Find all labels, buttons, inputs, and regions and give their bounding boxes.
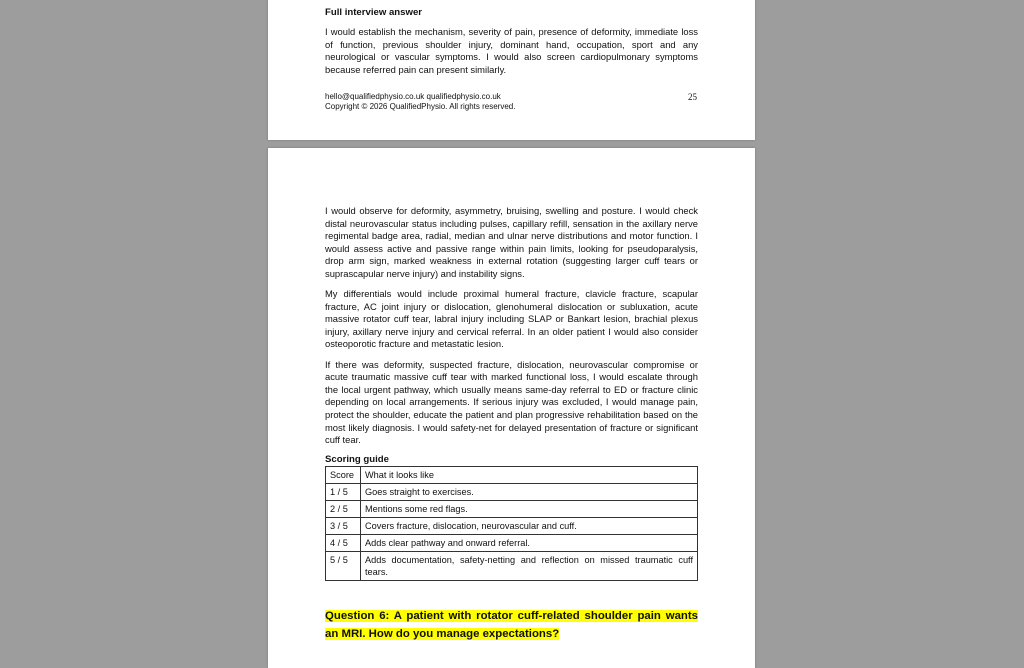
description-cell: Adds clear pathway and onward referral. xyxy=(361,534,698,551)
score-cell: 5 / 5 xyxy=(326,551,361,580)
score-cell: 3 / 5 xyxy=(326,517,361,534)
footer-copyright: Copyright © 2026 QualifiedPhysio. All rights reserved. xyxy=(325,102,516,111)
table-row xyxy=(326,500,698,517)
table-row xyxy=(326,517,698,534)
table-header-cell: Score xyxy=(326,466,361,483)
table-header-cell: What it looks like xyxy=(361,466,698,483)
question-heading-block xyxy=(325,606,698,643)
score-cell: 4 / 5 xyxy=(326,534,361,551)
table-row xyxy=(326,551,698,580)
description-cell: Adds documentation, safety-netting and reflection on missed traumatic cuff tears. xyxy=(361,551,698,580)
document-page-26 xyxy=(268,148,755,668)
paragraph-examination: I would observe for deformity, asymmetry, bruising, swelling and posture. I would check distal neurovascular status including pulses, capillary refill, sensation in the axillary nerve regimental badge area, radial, median and ulnar nerve distributions and motor function. I would assess active and passive range within pain limits, looking for pseudoparalysis, drop arm sign, marked weakness in external rotation (suggesting larger cuff tears or suprascapular nerve injury) and instability signs. xyxy=(325,205,698,279)
section-heading: Full interview answer xyxy=(325,7,423,18)
footer-contact: hello@qualifiedphysio.co.uk qualifiedphysio.co.uk xyxy=(325,92,501,101)
description-cell: Goes straight to exercises. xyxy=(361,483,698,500)
score-cell: 2 / 5 xyxy=(326,500,361,517)
table-header-row xyxy=(326,466,698,483)
scoring-guide-heading: Scoring guide xyxy=(325,453,389,465)
table-row xyxy=(326,483,698,500)
page-number: 25 xyxy=(688,92,697,102)
paragraph-differentials: My differentials would include proximal humeral fracture, clavicle fracture, scapular fracture, AC joint injury or dislocation, glenohumeral dislocation or subluxation, acute massive rotator cuff tear, labral injury including SLAP or Bankart lesion, brachial plexus injury, axillary nerve injury and cervical referral. In an older patient I would also consider osteoporotic fracture and metastatic lesion. xyxy=(325,288,698,350)
question-heading: Question 6: A patient with rotator cuff-related shoulder pain wants an MRI. How do you manage expectations? xyxy=(325,610,698,641)
description-cell: Covers fracture, dislocation, neurovascular and cuff. xyxy=(361,517,698,534)
table-row xyxy=(326,534,698,551)
page-body xyxy=(325,205,698,581)
description-cell: Mentions some red flags. xyxy=(361,500,698,517)
score-cell: 1 / 5 xyxy=(326,483,361,500)
scoring-table xyxy=(325,466,698,581)
answer-paragraph: I would establish the mechanism, severity of pain, presence of deformity, immediate loss of function, previous shoulder injury, dominant hand, occupation, sport and any neurological or vascular symptoms. I would also screen cardiopulmonary symptoms because referred pain can present similarly. xyxy=(325,26,698,75)
paragraph-management: If there was deformity, suspected fracture, dislocation, neurovascular compromise or acute traumatic massive cuff tear with marked functional loss, I would escalate through the local urgent pathway, which usually means same-day referral to ED or fracture clinic depending on local arrangements. If serious injury was excluded, I would manage pain, protect the shoulder, educate the patient and plan progressive rehabilitation based on the most likely diagnosis. I would safety-net for delayed presentation of fracture or significant cuff tear. xyxy=(325,358,698,446)
document-page-25 xyxy=(268,0,755,140)
